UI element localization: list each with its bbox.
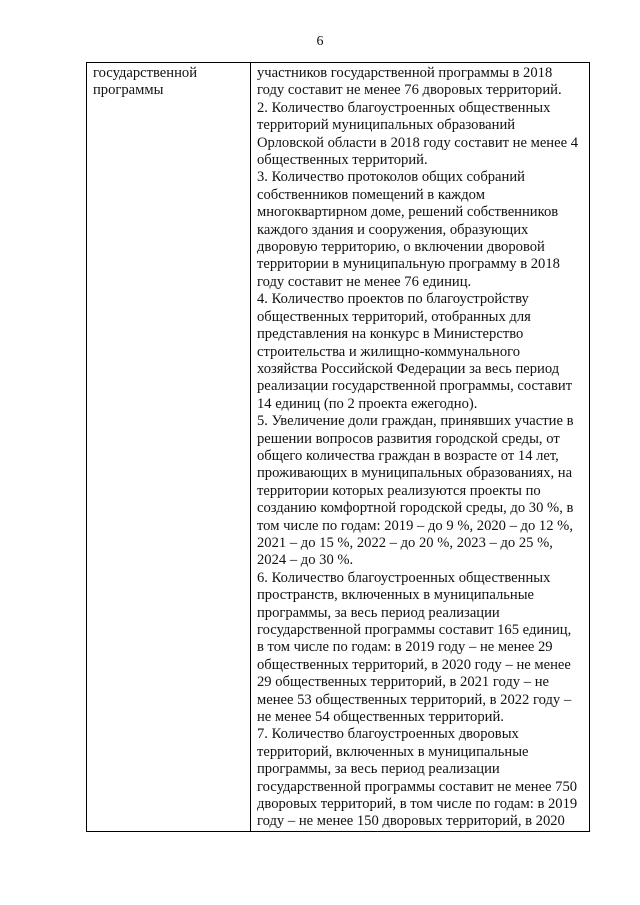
content-line: дворовых территорий, в том числе по годам: в 2019: [257, 796, 578, 813]
content-line: 14 единиц (по 2 проекта ежегодно).: [257, 395, 478, 412]
content-line: пространств, включенных в муниципальные: [257, 587, 534, 604]
content-line: 2024 – до 30 %.: [257, 552, 354, 569]
content-line: хозяйства Российской Федерации за весь период: [257, 360, 560, 377]
content-line: том числе по годам: 2019 – до 9 %, 2020 – до 12 %,: [257, 517, 573, 534]
label-line: программы: [93, 82, 164, 99]
content-line: общего количества граждан в возрасте от 14 лет,: [257, 447, 559, 464]
content-line: 2. Количество благоустроенных общественных: [257, 99, 551, 116]
indicators-table: [86, 62, 590, 832]
content-line: 4. Количество проектов по благоустройству: [257, 291, 529, 308]
content-line: 5. Увеличение доли граждан, принявших участие в: [257, 413, 574, 430]
label-text: [93, 65, 245, 100]
label-cell: [87, 63, 251, 832]
content-line: собственников помещений в каждом: [257, 186, 485, 203]
content-line: строительства и жилищно-коммунального: [257, 343, 521, 360]
page-number: 6: [316, 34, 324, 49]
content-line: многоквартирном доме, решений собственников: [257, 204, 559, 221]
content-line: участников государственной программы в 2018: [257, 65, 553, 81]
label-line: государственной: [93, 65, 198, 81]
content-line: представления на конкурс в Министерство: [257, 326, 524, 343]
content-line: году – не менее 150 дворовых территорий, в 2020: [257, 813, 565, 830]
content-line: в том числе по годам: в 2019 году – не менее 29: [257, 639, 553, 656]
content-line: 7. Количество благоустроенных дворовых: [257, 726, 519, 743]
content-line: 6. Количество благоустроенных общественных: [257, 569, 551, 586]
content-line: решении вопросов развития городской среды, от: [257, 430, 560, 447]
content-line: реализации государственной программы, составит: [257, 378, 573, 395]
content-text: [257, 65, 584, 831]
content-line: дворовую территорию, о включении дворовой: [257, 239, 545, 256]
content-line: проживающих в муниципальных образованиях, на: [257, 465, 573, 482]
content-line: территорий муниципальных образований: [257, 117, 516, 134]
content-line: Орловской области в 2018 году составит не менее 4: [257, 134, 579, 151]
content-line: созданию комфортной городской среды, до 30 %, в: [257, 500, 574, 517]
content-line: программы, за весь период реализации: [257, 604, 500, 621]
content-line: году составит не менее 76 дворовых территорий.: [257, 82, 562, 99]
content-line: территории в муниципальную программу в 2018: [257, 256, 560, 273]
content-line: году составит не менее 76 единиц.: [257, 273, 472, 290]
content-line: государственной программы составит не менее 750: [257, 778, 578, 795]
content-line: общественных территорий.: [257, 152, 428, 169]
content-cell: [251, 63, 590, 832]
content-line: общественных территорий, в 2020 году – не менее: [257, 656, 571, 673]
content-line: не менее 54 общественных территорий.: [257, 709, 504, 726]
content-line: 3. Количество протоколов общих собраний: [257, 169, 525, 186]
content-line: каждого здания и сооружения, образующих: [257, 221, 529, 238]
content-line: территорий, включенных в муниципальные: [257, 743, 529, 760]
content-line: государственной программы составит 165 единиц,: [257, 622, 572, 638]
content-line: общественных территорий, отобранных для: [257, 308, 531, 325]
content-line: 2021 – до 15 %, 2022 – до 20 %, 2023 – до 25 %,: [257, 534, 553, 551]
content-line: менее 53 общественных территорий, в 2022 году –: [257, 691, 572, 708]
content-line: 29 общественных территорий, в 2021 году – не: [257, 674, 549, 691]
table-row: [87, 63, 590, 832]
content-line: территории которых реализуются проекты по: [257, 482, 541, 499]
content-line: программы, за весь период реализации: [257, 761, 500, 778]
